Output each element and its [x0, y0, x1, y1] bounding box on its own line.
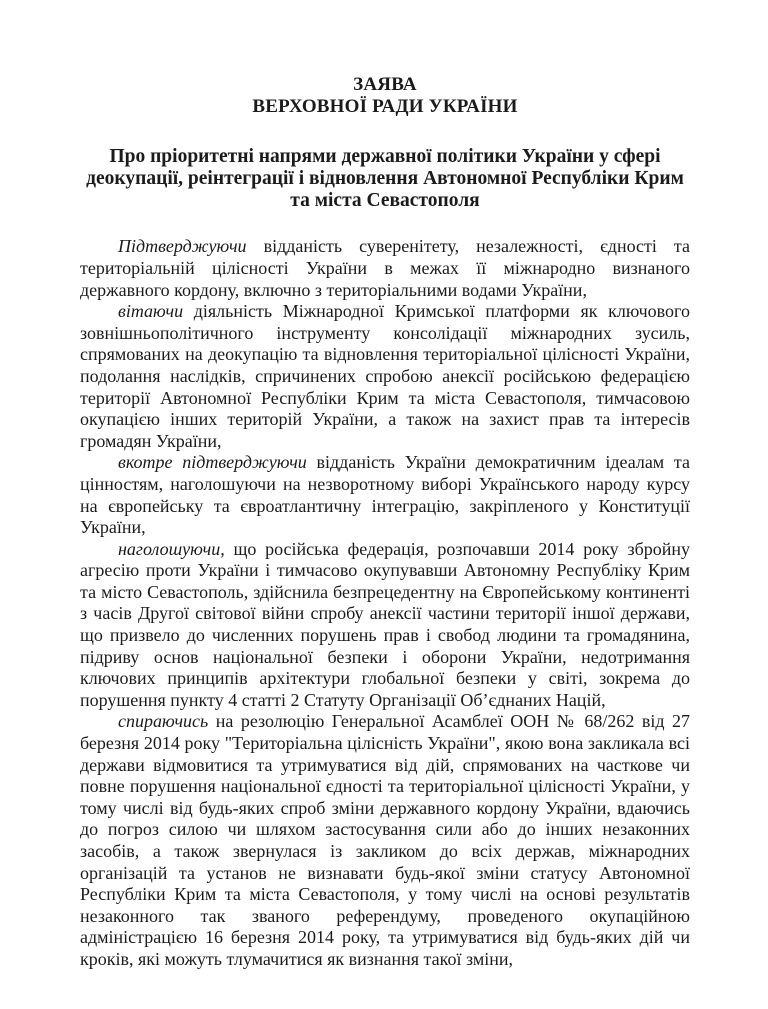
subtitle-line-1: Про пріоритетні напрями державної політики України у сфері — [109, 146, 661, 167]
paragraph: вітаючи діяльність Міжнародної Кримської платформи як ключового зовнішньополітичного інструменту консолідації міжнародних зусиль, спрямованих на деокупацію та відновлення територіальної цілісності України, подолання наслідків, спричинених спробою анексії російською федерацією території Автономної Республіки Крим та міста Севастополя, тимчасовою окупацією інших територій України, а також на захист прав та інтересів громадян України, — [80, 301, 690, 451]
subtitle-line-3: та міста Севастополя — [290, 189, 480, 211]
paragraph-lead: вкотре підтверджуючи — [118, 452, 307, 473]
document-subtitle — [80, 146, 690, 211]
paragraph-lead: вітаючи — [118, 301, 184, 322]
title-line-2: ВЕРХОВНОЇ РАДИ УКРАЇНИ — [252, 95, 518, 117]
document-body — [80, 236, 690, 970]
paragraph: наголошуючи, що російська федерація, розпочавши 2014 року збройну агресію проти України і тимчасово окупувавши Автономну Республіку Крим та місто Севастополь, здійснила безпрецедентну на Європейському континенті з часів Другої світової війни спробу анексії частини території іншої держави, що призвело до численних порушень прав і свобод людини та громадянина, підриву основ національної безпеки і оборони України, недотримання ключових принципів архітектури глобальної безпеки у світі, зокрема до порушення пункту 4 статті 2 Статуту Організації Об’єднаних Націй, — [80, 538, 690, 710]
subtitle-line-2: деокупації, реінтеграції і відновлення Автономної Республіки Крим — [86, 167, 684, 189]
paragraph: Підтверджуючи відданість суверенітету, незалежності, єдності та територіальній цілісності України в межах її міжнародно визнаного державного кордону, включно з територіальними водами України, — [80, 236, 690, 300]
title-line-1: ЗАЯВА — [353, 74, 417, 95]
paragraph-lead: Підтверджуючи — [118, 236, 247, 257]
paragraph: спираючись на резолюцію Генеральної Асамблеї ООН № 68/262 від 27 березня 2014 року "Територіальна цілісність України", якою вона закликала всі держави відмовитися та утримуватися від дій, спрямованих на часткове чи повне порушення національної єдності та територіальної цілісності України, у тому числі від будь-яких спроб зміни державного кордону України, вдаючись до погроз силою чи шляхом застосування сили або до інших незаконних засобів, а також звернулася із закликом до всіх держав, міжнародних організацій та установ не визнавати будь-якої зміни статусу Автономної Республіки Крим та міста Севастополя, у тому числі на основі результатів незаконного так званого референдуму, проведеного окупаційною адміністрацією 16 березня 2014 року, та утримуватися від будь-яких дій чи кроків, які можуть тлумачитися як визнання такої зміни, — [80, 711, 690, 969]
paragraph: вкотре підтверджуючи відданість України демократичним ідеалам та цінностям, наголошуючи на незворотному виборі Українського народу курсу на європейську та євроатлантичну інтеграцію, закріпленого у Конституції України, — [80, 452, 690, 538]
paragraph-lead: наголошуючи, — [118, 538, 225, 559]
paragraph-lead: спираючись — [118, 711, 209, 732]
document-title — [80, 74, 690, 117]
